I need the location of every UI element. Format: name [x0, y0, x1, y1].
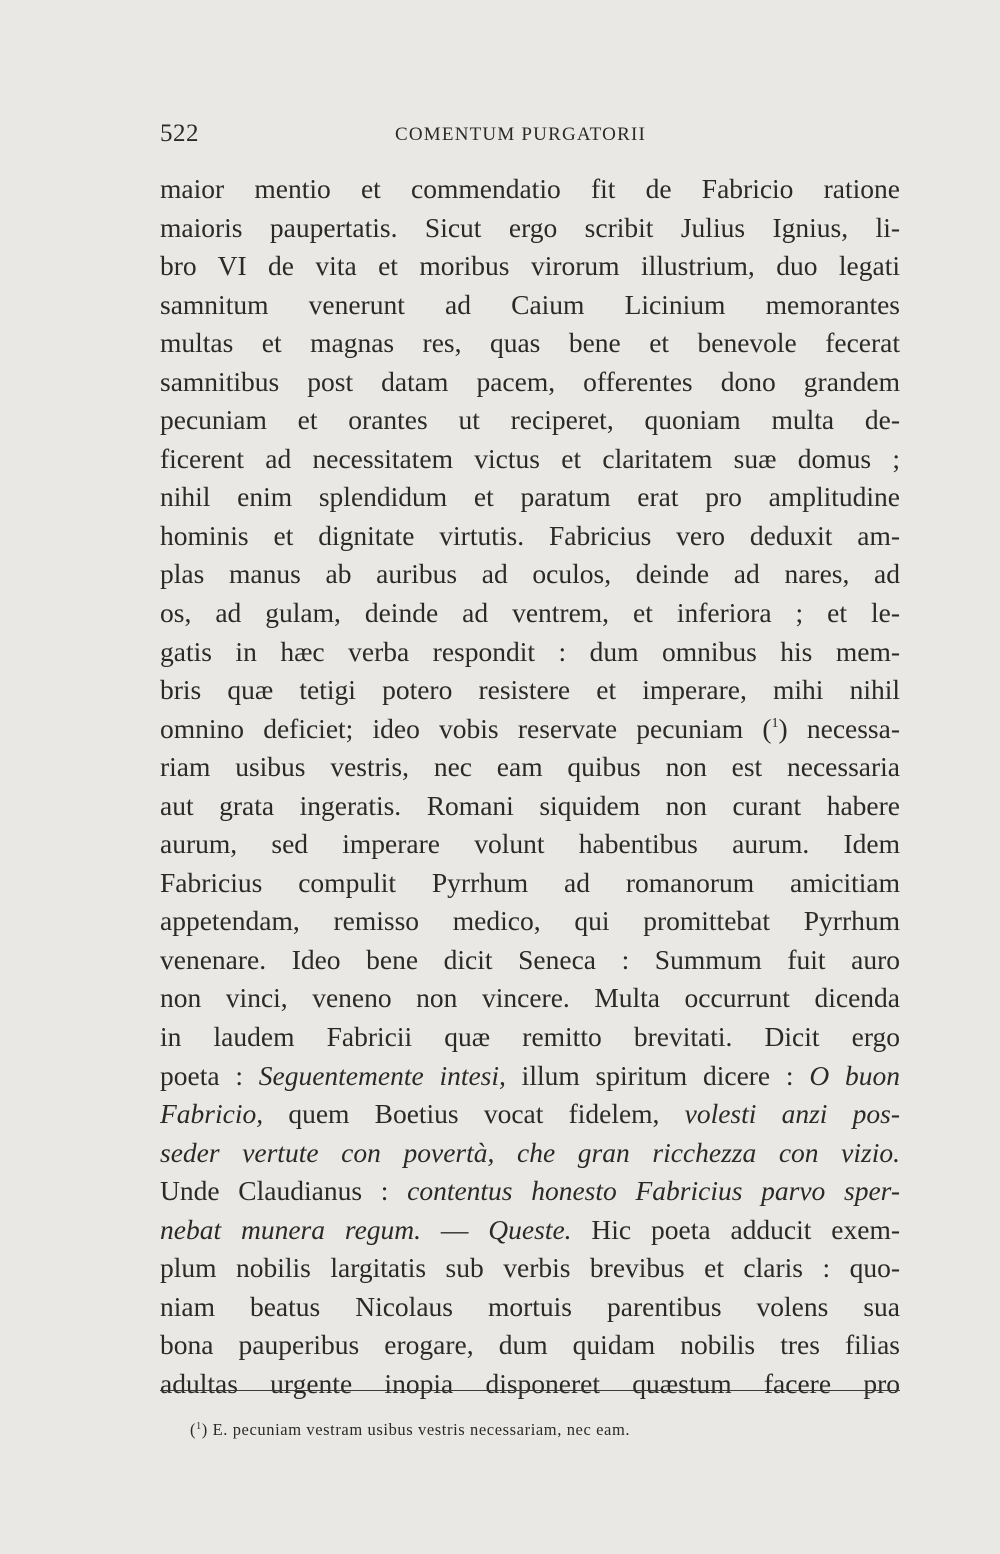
- text-line: os, ad gulam, deinde ad ventrem, et inferiora ; et le-: [160, 597, 900, 629]
- footnote-open-paren: (: [190, 1420, 197, 1439]
- text-segment: ) necessa-: [778, 712, 900, 744]
- text-line: aurum, sed imperare volunt habentibus aurum. Idem: [160, 828, 900, 860]
- text-line: non vinci, veneno non vincere. Multa occurrunt dicenda: [160, 982, 900, 1014]
- text-line: plum nobilis largitatis sub verbis brevibus et claris : quo-: [160, 1252, 900, 1284]
- italic-segment: Fabricio,: [160, 1098, 264, 1130]
- text-line: in laudem Fabricii quæ remitto brevitati. Dicit ergo: [160, 1021, 900, 1053]
- text-line: riam usibus vestris, nec eam quibus non est necessaria: [160, 751, 900, 783]
- text-line: samnitibus post datam pacem, offerentes dono grandem: [160, 365, 900, 397]
- italic-segment: Queste.: [488, 1213, 572, 1245]
- text-line: gatis in hæc verba respondit : dum omnibus his mem-: [160, 635, 900, 667]
- text-line: ficerent ad necessitatem victus et claritatem suæ domus ;: [160, 442, 900, 474]
- italic-segment: Seguentemente intesi,: [258, 1059, 506, 1091]
- text-segment: quem Boetius vocat fidelem,: [263, 1098, 685, 1130]
- text-line: venenare. Ideo bene dicit Seneca : Summum fuit auro: [160, 943, 900, 975]
- footnote-rule: [160, 1390, 900, 1391]
- italic-segment: volesti anzi pos-: [684, 1098, 900, 1130]
- text-line: [160, 1095, 900, 1134]
- text-line: multas et magnas res, quas bene et benevole fecerat: [160, 327, 900, 359]
- text-segment: —: [421, 1213, 489, 1245]
- running-title: COMENTUM PURGATORII: [395, 124, 646, 145]
- italic-segment: O buon: [809, 1059, 900, 1091]
- italic-segment: seder vertute con povertà, che gran ricchezza con vizio.: [160, 1136, 900, 1168]
- text-line: [160, 1211, 900, 1250]
- text-line: plas manus ab auribus ad oculos, deinde ad nares, ad: [160, 558, 900, 590]
- italic-segment: nebat munera regum.: [160, 1213, 422, 1245]
- text-line: samnitum venerunt ad Caium Licinium memorantes: [160, 288, 900, 320]
- text-segment: Unde Claudianus :: [160, 1175, 408, 1207]
- footnote-close-paren: ): [201, 1420, 208, 1439]
- text-line: bris quæ tetigi potero resistere et imperare, mihi nihil: [160, 674, 900, 706]
- text-line: [160, 710, 900, 749]
- text-line: Fabricius compulit Pyrrhum ad romanorum amicitiam: [160, 866, 900, 898]
- text-line: pecuniam et orantes ut reciperet, quoniam multa de-: [160, 404, 900, 436]
- text-segment: poeta :: [160, 1059, 259, 1091]
- text-line: [160, 1172, 900, 1211]
- text-line: hominis et dignitate virtutis. Fabricius vero deduxit am-: [160, 519, 900, 551]
- text-line: adultas urgente inopia disponeret quæstum facere pro: [160, 1367, 900, 1399]
- text-segment: illum spiritum dicere :: [505, 1059, 810, 1091]
- text-segment: Hic poeta adducit exem-: [571, 1213, 900, 1245]
- text-line: [160, 1134, 900, 1173]
- text-line: nihil enim splendidum et paratum erat pro amplitudine: [160, 481, 900, 513]
- text-line: niam beatus Nicolaus mortuis parentibus volens sua: [160, 1290, 900, 1322]
- body-text: [160, 170, 900, 1404]
- text-line: appetendam, remisso medico, qui promittebat Pyrrhum: [160, 905, 900, 937]
- text-line: maior mentio et commendatio fit de Fabricio ratione: [160, 173, 900, 204]
- footnote-marker: 1: [196, 1421, 202, 1432]
- footnote-reference: 1: [771, 715, 779, 731]
- text-line: [160, 1057, 900, 1096]
- text-line: aut grata ingeratis. Romani siquidem non curant habere: [160, 789, 900, 821]
- footnote-text: E. pecuniam vestram usibus vestris necessariam, nec eam.: [212, 1420, 631, 1439]
- text-segment: omnino deficiet; ideo vobis reservate pecuniam (: [160, 712, 772, 744]
- text-line: bona pauperibus erogare, dum quidam nobilis tres filias: [160, 1329, 900, 1361]
- page-header: [160, 120, 900, 160]
- text-line: bro VI de vita et moribus virorum illustrium, duo legati: [160, 250, 900, 282]
- italic-segment: contentus honesto Fabricius parvo sper-: [407, 1175, 900, 1207]
- footnote: [190, 1420, 870, 1440]
- text-line: maioris paupertatis. Sicut ergo scribit Julius Ignius, li-: [160, 211, 900, 243]
- page-number: 522: [160, 120, 199, 147]
